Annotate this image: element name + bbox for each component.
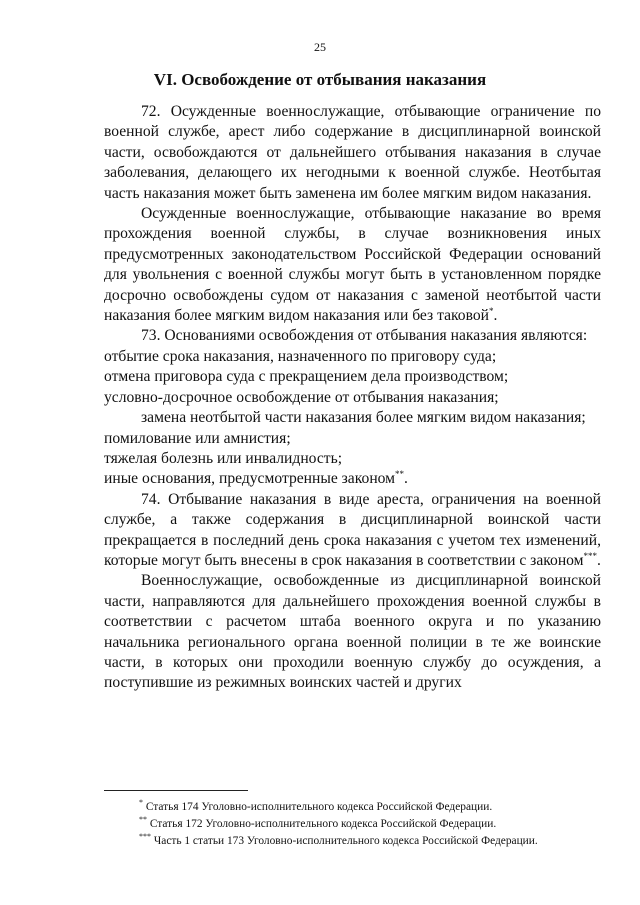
page-number: 25 <box>314 40 326 54</box>
paragraph-74 <box>104 490 601 572</box>
paragraph-early-release <box>104 204 601 326</box>
list-item-text: иные основания, предусмотренные законом <box>104 470 396 488</box>
section-heading: VI. Освобождение от отбывания наказания <box>153 70 487 89</box>
list-item-text: замена неотбытой части наказания более мягким видом наказания; <box>141 409 586 427</box>
list-item-text: условно-досрочное освобождение от отбывания наказания; <box>104 388 499 406</box>
footnote-text: Часть 1 статьи 173 Уголовно-исполнительного кодекса Российской Федерации. <box>153 835 538 847</box>
list-item-text: тяжелая болезнь или инвалидность; <box>104 449 343 467</box>
paragraph-72 <box>104 102 601 204</box>
footnote <box>139 833 609 850</box>
footnote-divider <box>104 790 248 791</box>
footnote-mark: ** <box>139 815 147 825</box>
list-item-text: помилование или амнистия; <box>104 429 291 447</box>
footnotes <box>139 799 609 850</box>
list-item-text: отбытие срока наказания, назначенного по приговору суда; <box>104 347 497 365</box>
footnote-mark: * <box>139 798 143 808</box>
footnote-mark: *** <box>139 832 151 842</box>
footnote-ref: * <box>489 305 494 316</box>
paragraph-73 <box>104 326 601 346</box>
paragraph-text: 72. Осужденные военнослужащие, отбывающие ограничение по военной службе, арест либо содержание в дисциплинарной воинской части, освобождаются от дальнейшего отбывания наказания в случае заболевания, делающего их негодными к военной службе. Неотбытая часть наказания может быть заменена им более мягким видом наказания. <box>104 103 601 202</box>
footnote-text: Статья 172 Уголовно-исполнительного кодекса Российской Федерации. <box>149 818 497 830</box>
list-item <box>104 408 601 428</box>
footnote-ref: ** <box>395 469 405 480</box>
section-body <box>104 102 601 694</box>
paragraph-punct: . <box>493 307 498 325</box>
footnote-text: Статья 174 Уголовно-исполнительного кодекса Российской Федерации. <box>145 801 493 813</box>
list-item-text: отмена приговора суда с прекращением дела производством; <box>104 368 509 386</box>
paragraph-text: Осужденные военнослужащие, отбывающие наказание во время прохождения военной службы, в случае возникновения иных предусмотренных законодательством Российской Федерации оснований для увольнения с военной службы могут быть в установленном порядке досрочно освобождены судом от наказания с заменой неотбытой части наказания более мягким видом наказания или без таковой <box>104 205 601 325</box>
list-item <box>104 469 601 489</box>
list-item <box>104 429 601 449</box>
paragraph-text: Военнослужащие, освобожденные из дисциплинарной воинской части, направляются для дальнейшего прохождения военной службы в соответствии с расчетом штаба военного округа и по указанию начальника регионального органа военной полиции в те же воинские части, в которых они проходили военную службу до осуждения, а поступившие из режимных воинских частей и других <box>104 572 601 692</box>
footnote <box>139 799 609 816</box>
paragraph-punct: . <box>597 551 601 569</box>
footnote-ref: *** <box>583 550 598 561</box>
paragraph-released-servicemen <box>104 571 601 693</box>
list-item <box>104 367 601 387</box>
list-item <box>104 449 601 469</box>
paragraph-text: 74. Отбывание наказания в виде ареста, ограничения на военной службе, а также содержания в дисциплинарной воинской части прекращается в последний день срока наказания с учетом тех изменений, которые могут быть внесены в срок наказания в соответствии с законом <box>104 490 601 569</box>
footnote <box>139 816 609 833</box>
paragraph-text: 73. Основаниями освобождения от отбывания наказания являются: <box>141 327 588 345</box>
list-item <box>104 347 601 367</box>
list-item <box>104 388 601 408</box>
list-item-punct: . <box>404 470 408 488</box>
